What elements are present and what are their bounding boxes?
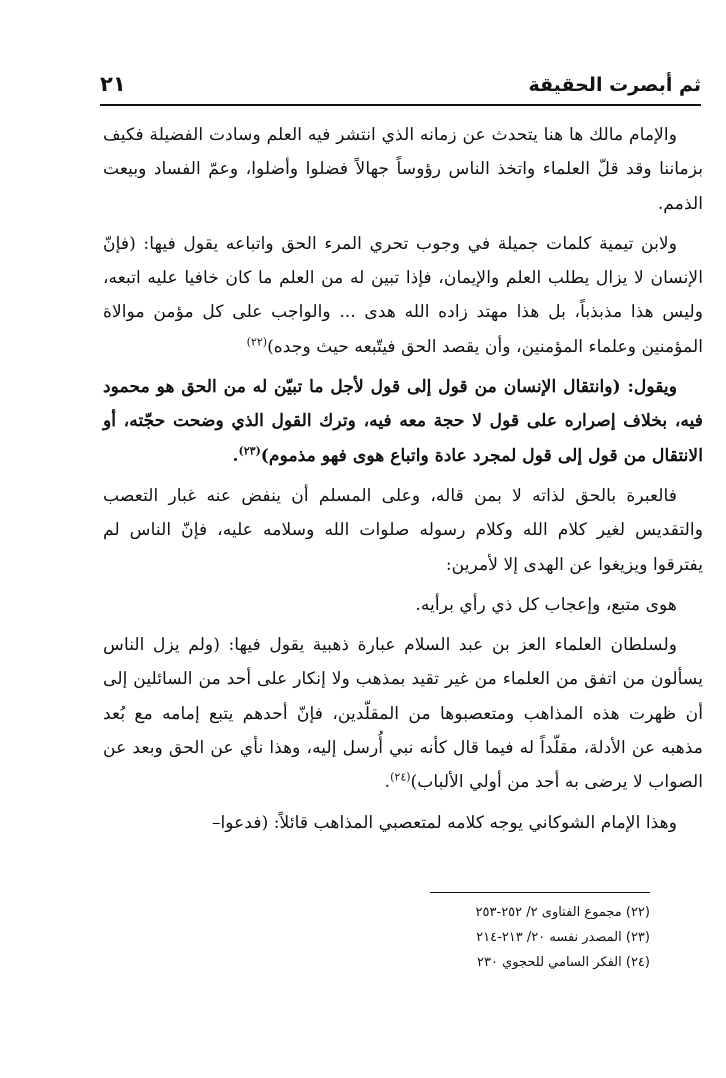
paragraph-text: ولابن تيمية كلمات جميلة في وجوب تحري المرء الحق واتباعه يقول فيها: (فإنّ الإنسان لا يزال يطلب العلم والإيمان، فإذا تبين له من العلم ما كان خافيا عليه اتبعه، وليس هذا مذبذباً، بل هذا مهتد زاده الله هدى ... والواجب على كل مؤمن موالاة المؤمنين وعلماء المؤمنين، وأن يقصد الحق فيتّبعه حيث وجده): [103, 233, 703, 357]
page-number: ٢١: [100, 72, 126, 96]
footnote-ref-22: (٢٢): [246, 335, 268, 349]
paragraph-text: ولسلطان العلماء العز بن عبد السلام عبارة ذهبية يقول فيها: (ولم يزل الناس يسألون من اتفق من العلماء من غير تقيد بمذهب ولا إنكار على أحد من السائلين إلى أن ظهرت هذه المذاهب ومتعصبوها من المقلّدين، فإنّ أحدهم يتبع إمامه مع بُعد مذهبه عن الأدلة، مقلّداً له فيما قال كأنه نبي أُرسل إليه، وهذا نأي عن الحق وبعد عن الصواب لا يرضى به أحد من أولي الألباب): [103, 635, 703, 793]
main-text: [103, 118, 703, 846]
header-divider: [100, 104, 701, 106]
paragraph-text: هوى متبع، وإعجاب كل ذي رأي برأيه.: [415, 594, 677, 615]
footnote-ref-23: (٢٣): [238, 443, 261, 457]
paragraph-malik: [103, 118, 703, 221]
paragraph-truth: [103, 479, 703, 582]
paragraph-ibn-taymiyya: [103, 227, 703, 364]
paragraph-quote-intiqal: [103, 370, 703, 473]
running-title: ثم أبصرت الحقيقة: [528, 74, 701, 96]
footnote-24: (٢٤) الفكر السامي للحجوي ٢٣٠: [477, 955, 650, 970]
footnote-22: (٢٢) مجموع الفتاوى ٢/ ٢٥٢-٢٥٣: [475, 905, 650, 920]
footnotes: [310, 900, 650, 975]
paragraph-text: وهذا الإمام الشوكاني يوجه كلامه لمتعصبي المذاهب قائلاً: (فدعوا–: [211, 812, 677, 833]
footnote-23: (٢٣) المصدر نفسه ٢٠/ ٢١٣-٢١٤: [476, 930, 650, 945]
paragraph-tail: .: [384, 772, 391, 793]
footnote-ref-24: (٢٤): [390, 770, 411, 784]
paragraph-izz: [103, 628, 703, 799]
running-header: [100, 70, 701, 100]
paragraph-tail: .: [232, 445, 239, 466]
paragraph-shawkani: [103, 806, 703, 840]
footnote-divider: [430, 892, 650, 893]
paragraph-two-reasons: [103, 588, 703, 622]
paragraph-text: ويقول: (وانتقال الإنسان من قول إلى قول لأجل ما تبيّن له من الحق هو محمود فيه، بخلاف إصراره على قول لا حجة معه فيه، وترك القول الذي وضحت حجّته، أو الانتقال من قول إلى قول لمجرد عادة واتباع هوى فهو مذموم): [103, 377, 703, 466]
paragraph-text: والإمام مالك ها هنا يتحدث عن زمانه الذي انتشر فيه العلم وسادت الفضيلة فكيف بزماننا وقد قلّ العلماء واتخذ الناس رؤوساً جهالاً فضلوا وأضلوا، وعمّ الفساد وبيعت الذمم.: [103, 125, 703, 214]
paragraph-text: فالعبرة بالحق لذاته لا بمن قاله، وعلى المسلم أن ينفض عنه غبار التعصب والتقديس لغير كلام الله وكلام رسوله صلوات الله وسلامه عليه، فإنّ الناس لم يفترقوا ويزيغوا عن الهدى إلا لأمرين:: [103, 485, 703, 575]
